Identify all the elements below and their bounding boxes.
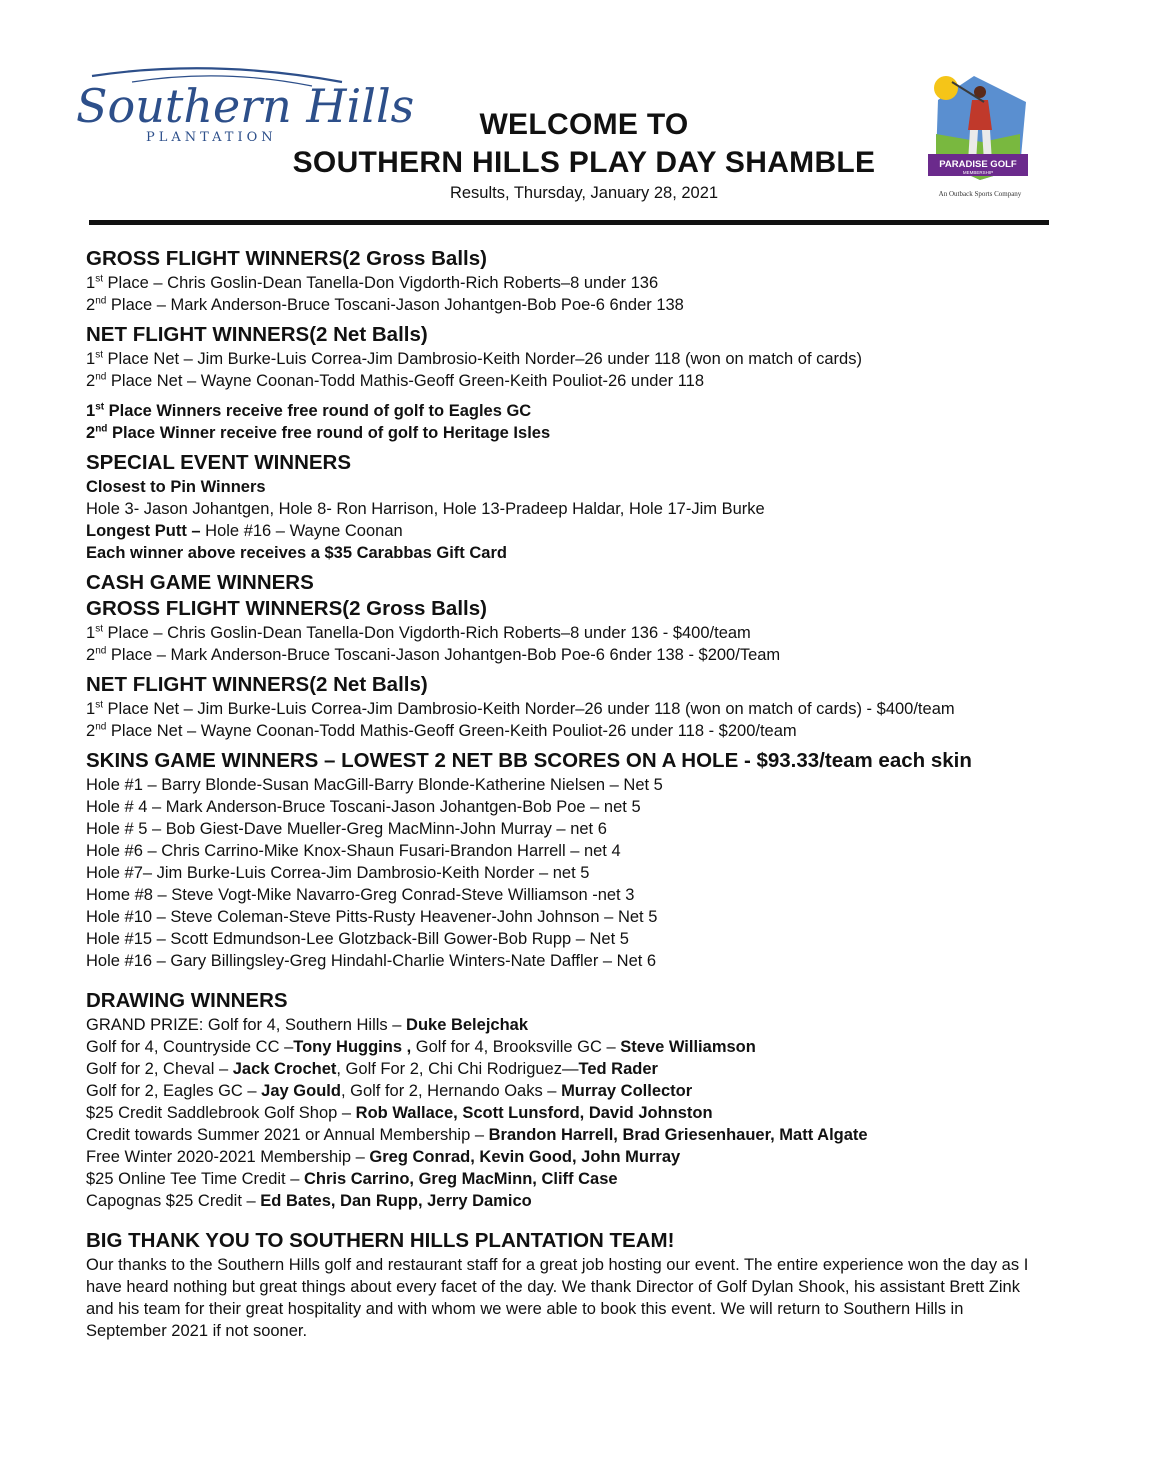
svg-text:Southern Hills: Southern Hills <box>76 79 415 133</box>
skins-line: Hole #16 – Gary Billingsley-Greg Hindahl-Charlie Winters-Nate Daffler – Net 6 <box>86 952 657 970</box>
skins-heading: SKINS GAME WINNERS – LOWEST 2 NET BB SCORES ON A HOLE - $93.33/team each skin <box>86 749 972 772</box>
cash-gross-second: 2nd Place – Mark Anderson-Bruce Toscani-Jason Johantgen-Bob Poe-6 6nder 138 - $200/Team <box>86 645 781 664</box>
thank-you-heading: BIG THANK YOU TO SOUTHERN HILLS PLANTATION TEAM! <box>86 1229 675 1252</box>
skins-line: Hole #10 – Steve Coleman-Steve Pitts-Rusty Heavener-John Johnson – Net 5 <box>86 908 658 926</box>
cash-net-second: 2nd Place Net – Wayne Coonan-Todd Mathis-Geoff Green-Keith Pouliot-26 under 118 - $200/team <box>86 721 797 740</box>
longest-putt: Longest Putt – Hole #16 – Wayne Coonan <box>86 522 403 540</box>
skins-line: Hole #7– Jim Burke-Luis Correa-Jim Dambrosio-Keith Norder – net 5 <box>86 864 590 882</box>
skins-line: Hole # 4 – Mark Anderson-Bruce Toscani-Jason Johantgen-Bob Poe – net 5 <box>86 798 641 816</box>
closest-to-pin-winners: Hole 3- Jason Johantgen, Hole 8- Ron Harrison, Hole 13-Pradeep Haldar, Hole 17-Jim Burke <box>86 500 765 518</box>
skins-line: Home #8 – Steve Vogt-Mike Navarro-Greg Conrad-Steve Williamson -net 3 <box>86 886 635 904</box>
gross-first-place: 1st Place – Chris Goslin-Dean Tanella-Don Vigdorth-Rich Roberts–8 under 136 <box>86 273 659 292</box>
cash-gross-heading: GROSS FLIGHT WINNERS(2 Gross Balls) <box>86 597 487 620</box>
net-flight-heading: NET FLIGHT WINNERS(2 Net Balls) <box>86 323 428 346</box>
drawing-line: $25 Online Tee Time Credit – Chris Carrino, Greg MacMinn, Cliff Case <box>86 1170 618 1188</box>
drawing-line: $25 Credit Saddlebrook Golf Shop – Rob Wallace, Scott Lunsford, David Johnston <box>86 1104 713 1122</box>
closest-to-pin-heading: Closest to Pin Winners <box>86 478 266 496</box>
skins-line: Hole #1 – Barry Blonde-Susan MacGill-Barry Blonde-Katherine Nielsen – Net 5 <box>86 776 663 794</box>
skins-line: Hole # 5 – Bob Giest-Dave Mueller-Greg MacMinn-John Murray – net 6 <box>86 820 607 838</box>
cash-net-first: 1st Place Net – Jim Burke-Luis Correa-Jim Dambrosio-Keith Norder–26 under 118 (won on match of cards) - $400/team <box>86 699 955 718</box>
second-place-prize: 2nd Place Winner receive free round of golf to Heritage Isles <box>86 423 551 442</box>
skins-line: Hole #6 – Chris Carrino-Mike Knox-Shaun Fusari-Brandon Harrell – net 4 <box>86 842 621 860</box>
drawing-line: Golf for 2, Eagles GC – Jay Gould, Golf for 2, Hernando Oaks – Murray Collector <box>86 1082 693 1100</box>
drawing-line: GRAND PRIZE: Golf for 4, Southern Hills – Duke Belejchak <box>86 1016 529 1034</box>
drawing-line: Golf for 4, Countryside CC –Tony Huggins , Golf for 4, Brooksville GC – Steve Williamson <box>86 1038 756 1056</box>
svg-text:MEMBERSHIP: MEMBERSHIP <box>962 170 994 175</box>
cash-net-heading: NET FLIGHT WINNERS(2 Net Balls) <box>86 673 428 696</box>
special-event-heading: SPECIAL EVENT WINNERS <box>86 451 352 474</box>
svg-text:An Outback Sports Company: An Outback Sports Company <box>938 190 1022 198</box>
svg-text:PARADISE GOLF: PARADISE GOLF <box>939 159 1017 170</box>
drawing-line: Capognas $25 Credit – Ed Bates, Dan Rupp, Jerry Damico <box>86 1192 532 1210</box>
first-place-prize: 1st Place Winners receive free round of golf to Eagles GC <box>86 401 532 420</box>
thank-you-paragraph: Our thanks to the Southern Hills golf and restaurant staff for a great job hosting our event. The entire experience won the day as I have heard nothing but great things about every facet of the day. We thank Director of Golf Dylan Shook, his assistant Brett Zink and his team for their great hospitality and with whom we were able to book this event. We will return to Southern Hills in September 2021 if not sooner. <box>86 1256 1029 1340</box>
page-title-line1: WELCOME TO <box>479 108 689 141</box>
gross-flight-heading: GROSS FLIGHT WINNERS(2 Gross Balls) <box>86 247 487 270</box>
net-first-place: 1st Place Net – Jim Burke-Luis Correa-Jim Dambrosio-Keith Norder–26 under 118 (won on match of cards) <box>86 349 862 368</box>
gross-second-place: 2nd Place – Mark Anderson-Bruce Toscani-Jason Johantgen-Bob Poe-6 6nder 138 <box>86 295 684 314</box>
drawing-line: Golf for 2, Cheval – Jack Crochet, Golf For 2, Chi Chi Rodriguez—Ted Rader <box>86 1060 658 1078</box>
skins-line: Hole #15 – Scott Edmundson-Lee Glotzback-Bill Gower-Bob Rupp – Net 5 <box>86 930 629 948</box>
svg-text:PLANTATION: PLANTATION <box>146 130 277 145</box>
header-divider <box>89 220 1049 225</box>
gift-card-note: Each winner above receives a $35 Carabbas Gift Card <box>86 544 507 562</box>
results-date: Results, Thursday, January 28, 2021 <box>449 184 719 202</box>
cash-game-heading: CASH GAME WINNERS <box>86 571 314 594</box>
cash-gross-first: 1st Place – Chris Goslin-Dean Tanella-Don Vigdorth-Rich Roberts–8 under 136 - $400/team <box>86 623 751 642</box>
results-content <box>86 246 1086 1342</box>
drawing-heading: DRAWING WINNERS <box>86 989 288 1012</box>
page-title-line2: SOUTHERN HILLS PLAY DAY SHAMBLE <box>292 146 876 179</box>
drawing-line: Free Winter 2020-2021 Membership – Greg Conrad, Kevin Good, John Murray <box>86 1148 681 1166</box>
drawing-line: Credit towards Summer 2021 or Annual Membership – Brandon Harrell, Brad Griesenhauer, Matt Algate <box>86 1126 868 1144</box>
net-second-place: 2nd Place Net – Wayne Coonan-Todd Mathis-Geoff Green-Keith Pouliot-26 under 118 <box>86 371 705 390</box>
